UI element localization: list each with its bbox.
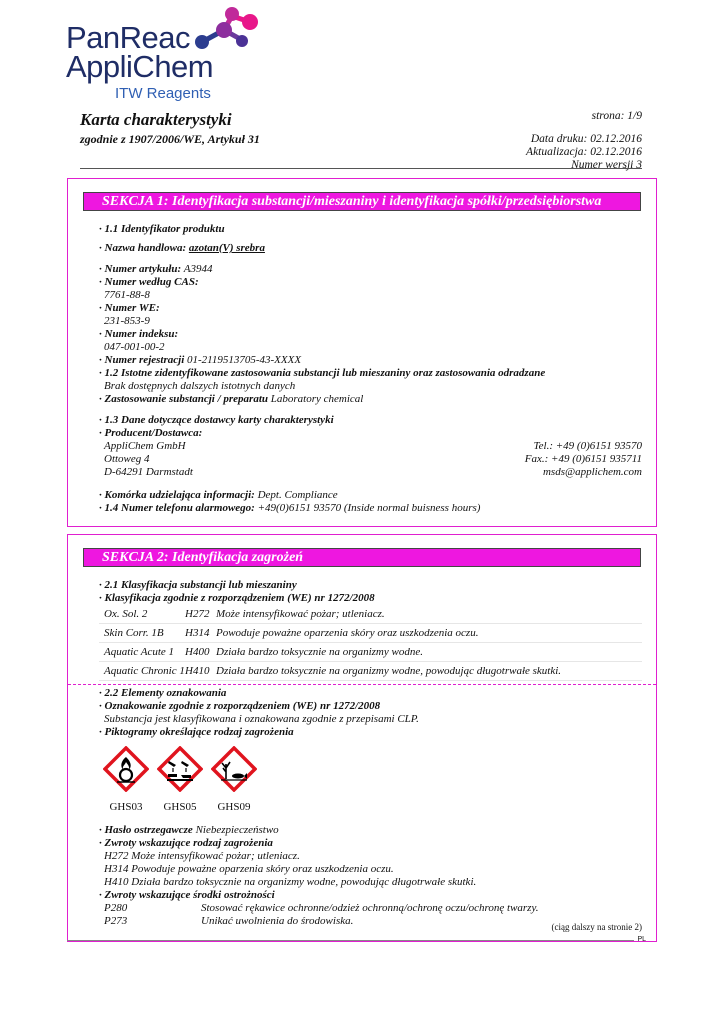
pictogram-code: GHS05: [163, 801, 197, 813]
registration-value: 01-2119513705-43-XXXX: [187, 354, 302, 366]
molecule-logo-icon: [194, 4, 260, 54]
info-row: [99, 489, 642, 502]
s21-heading: · 2.1 Klasyfikacja substancji lub mieszaniny: [99, 579, 297, 591]
article-label: · Numer artykułu:: [99, 263, 182, 275]
trade-name-row: [99, 242, 642, 255]
flame-over-circle-icon: [103, 746, 149, 792]
pictogram-ghs09: [211, 746, 257, 814]
company-name: AppliChem GmbH: [104, 440, 186, 452]
section-2: [67, 534, 657, 942]
index-label: · Numer indeksu:: [99, 328, 179, 340]
classification-row: [99, 643, 642, 662]
p-text: Stosować rękawice ochronne/odzież ochronną/ochronę oczu/ochronę twarzy.: [201, 902, 539, 914]
classification-text: Działa bardzo toksycznie na organizmy wodne, powodując długotrwałe skutki.: [216, 664, 562, 677]
section-2-body: [99, 575, 642, 928]
info-label: · Komórka udzielająca informacji:: [99, 489, 255, 501]
pictogram-ghs05: [157, 746, 203, 814]
classification-class: Aquatic Chronic 1: [104, 664, 185, 677]
registration-row: [99, 354, 642, 367]
emergency-row: [99, 502, 642, 515]
p-statements-label: · Zwroty wskazujące środki ostrożności: [99, 889, 275, 901]
signal-value: Niebezpieczeństwo: [195, 824, 279, 836]
logo-applichem: AppliChem: [66, 49, 214, 84]
section-1: [67, 178, 657, 527]
classification-class: Skin Corr. 1B: [104, 626, 164, 639]
use-row: [99, 393, 642, 406]
clp-classification-label: · Klasyfikacja zgodnie z rozporządzeniem (WE) nr 1272/2008: [99, 592, 375, 604]
classification-code: H400: [185, 645, 210, 658]
s11-heading: · 1.1 Identyfikator produktu: [99, 223, 225, 235]
page-number: strona: 1/9: [591, 110, 642, 122]
signal-label: · Hasło ostrzegawcze: [99, 824, 193, 836]
document-meta: [526, 110, 642, 172]
classification-code: H272: [185, 607, 210, 620]
phone: Tel.: +49 (0)6151 93570: [533, 440, 642, 452]
document-title: Karta charakterystyki: [80, 110, 232, 129]
p-code: P273: [104, 915, 128, 927]
s22-heading: · 2.2 Elementy oznakowania: [99, 687, 227, 699]
p-statement: [99, 902, 642, 915]
classification-class: Ox. Sol. 2: [104, 607, 148, 620]
classification-row: [99, 624, 642, 643]
h-statement: H272 Może intensyfikować pożar; utleniacz.: [104, 850, 300, 862]
document-header: [80, 110, 260, 148]
classification-text: Działa bardzo toksycznie na organizmy wodne.: [216, 645, 423, 658]
document-subtitle: zgodnie z 1907/2006/WE, Artykuł 31: [80, 132, 260, 146]
cas-label: · Numer według CAS:: [99, 276, 199, 288]
pictogram-label: · Piktogramy określające rodzaj zagrożenia: [99, 726, 294, 738]
p-code: P280: [104, 902, 128, 914]
footer-divider: [67, 940, 634, 941]
classification-row: [99, 605, 642, 624]
cas-value: 7761-88-8: [104, 289, 150, 301]
h-statement: H314 Powoduje poważne oparzenia skóry oraz uszkodzenia oczu.: [104, 863, 394, 875]
logo: [66, 8, 256, 104]
s13-heading: · 1.3 Dane dotyczące dostawcy karty charakterystyki: [99, 414, 334, 426]
section-1-body: [99, 219, 642, 515]
address-row-2: [99, 453, 642, 466]
s12-text: Brak dostępnych dalszych istotnych danych: [104, 380, 296, 392]
trade-name-value: azotan(V) srebra: [188, 242, 265, 254]
info-value: Dept. Compliance: [257, 489, 338, 501]
city: D-64291 Darmstadt: [104, 466, 193, 478]
article-value: A3944: [183, 263, 213, 275]
pictogram-ghs03: [103, 746, 149, 814]
classification-text: Powoduje poważne oparzenia skóry oraz uszkodzenia oczu.: [216, 626, 479, 639]
emergency-value: +49(0)6151 93570 (Inside normal buisness hours): [257, 502, 481, 514]
street: Ottoweg 4: [104, 453, 150, 465]
h-statements-label: · Zwroty wskazujące rodzaj zagrożenia: [99, 837, 273, 849]
dashed-divider: [68, 684, 656, 685]
emergency-label: · 1.4 Numer telefonu alarmowego:: [99, 502, 255, 514]
pictogram-code: GHS09: [217, 801, 251, 813]
version-number: Numer wersji 3: [571, 159, 642, 171]
pictogram-row: [99, 746, 642, 814]
logo-itw: ITW Reagents: [115, 85, 211, 102]
print-date: Data druku: 02.12.2016: [530, 133, 642, 145]
clp-label: · Oznakowanie zgodnie z rozporządzeniem (WE) nr 1272/2008: [99, 700, 381, 712]
signal-row: [99, 824, 642, 837]
s12-heading: · 1.2 Istotne zidentyfikowane zastosowania substancji lub mieszaniny oraz zastosowania odradzane: [99, 367, 546, 379]
continued-note: (ciąg dalszy na stronie 2): [551, 922, 642, 932]
index-value: 047-001-00-2: [104, 341, 165, 353]
address-row-3: [99, 466, 642, 479]
article-row: [99, 263, 642, 276]
h-statement: H410 Działa bardzo toksycznie na organizmy wodne, powodując długotrwałe skutki.: [104, 876, 477, 888]
environment-icon: [211, 746, 257, 792]
update-date: Aktualizacja: 02.12.2016: [526, 146, 642, 158]
we-value: 231-853-9: [104, 315, 150, 327]
classification-class: Aquatic Acute 1: [104, 645, 175, 658]
address-row-1: [99, 440, 642, 453]
p-text: Unikać uwolnienia do środowiska.: [201, 915, 354, 927]
corrosion-icon: [157, 746, 203, 792]
registration-label: · Numer rejestracji: [99, 354, 185, 366]
logo-panreac: PanReac: [66, 20, 191, 55]
classification-code: H410: [185, 664, 210, 677]
classification-row: [99, 662, 642, 681]
header-divider: [80, 168, 642, 169]
producer-label: · Producent/Dostawca:: [99, 427, 203, 439]
use-value: Laboratory chemical: [270, 393, 364, 405]
trade-name-label: · Nazwa handlowa:: [99, 242, 187, 254]
clp-text: Substancja jest klasyfikowana i oznakowana zgodnie z przepisami CLP.: [104, 713, 419, 725]
section-2-title: SEKCJA 2: Identyfikacja zagrożeń: [83, 548, 641, 567]
use-label: · Zastosowanie substancji / preparatu: [99, 393, 269, 405]
section-1-title: SEKCJA 1: Identyfikacja substancji/mieszaniny i identyfikacja spółki/przedsiębiorstwa: [83, 192, 641, 211]
language-code: PL: [637, 936, 646, 943]
we-label: · Numer WE:: [99, 302, 160, 314]
pictogram-code: GHS03: [109, 801, 143, 813]
fax: Fax.: +49 (0)6151 935711: [524, 453, 642, 465]
classification-code: H314: [185, 626, 210, 639]
classification-text: Może intensyfikować pożar; utleniacz.: [216, 607, 385, 620]
email-link[interactable]: msds@applichem.com: [542, 466, 642, 478]
